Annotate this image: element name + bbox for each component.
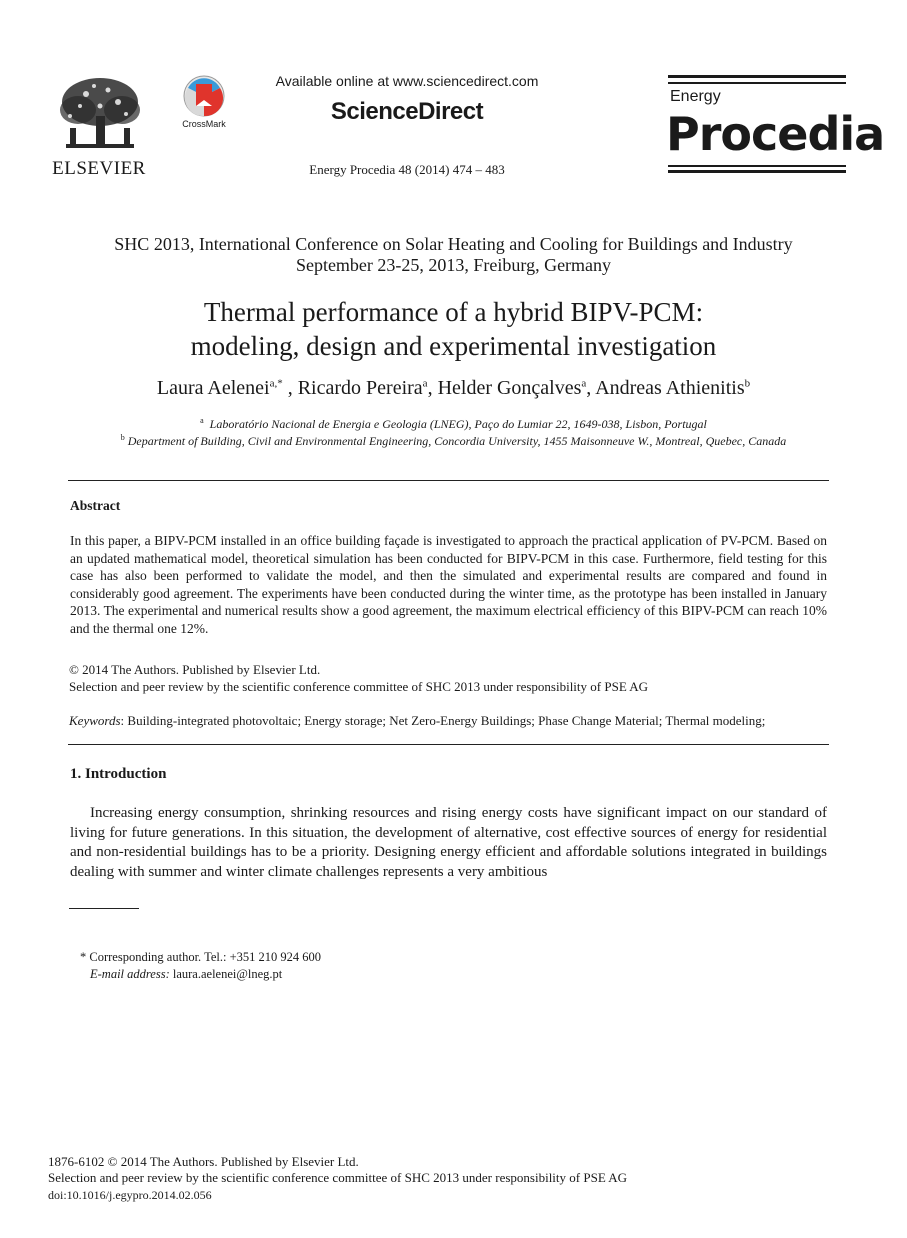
affiliation-mark: a [200, 416, 204, 425]
author-name: Ricardo Pereira [297, 377, 423, 399]
affiliation-text: Laboratório Nacional de Energia e Geologia (LNEG), Paço do Lumiar 22, 1649-038, Lisbon, Portugal [209, 417, 707, 431]
keywords-label: Keywords [69, 713, 121, 728]
introduction-heading: 1. Introduction [70, 766, 167, 782]
keywords-text: : Building-integrated photovoltaic; Energy storage; Net Zero-Energy Buildings; Phase Change Material; Thermal modeling; [120, 713, 766, 728]
author-affiliation-mark: a [581, 377, 587, 390]
paper-title [40, 295, 867, 363]
affiliation-a [40, 416, 867, 432]
author-name: Helder Gonçalves [437, 377, 582, 399]
crossmark-label: CrossMark [182, 119, 226, 129]
crossmark-badge[interactable] [176, 74, 232, 132]
journal-rule-bottom [668, 170, 846, 173]
abstract-copyright: © 2014 The Authors. Published by Elsevier Ltd. [69, 662, 321, 677]
author-affiliation-mark: a [422, 377, 428, 390]
footer-doi[interactable]: doi:10.1016/j.egypro.2014.02.056 [48, 1188, 212, 1202]
email-address[interactable]: laura.aelenei@lneg.pt [172, 967, 283, 981]
abstract-peer-review: Selection and peer review by the scientific conference committee of SHC 2013 under responsibility of PSE AG [69, 679, 649, 694]
divider-top [68, 480, 829, 481]
footnote-email [90, 967, 282, 982]
keywords [69, 713, 765, 729]
paper-title-line-2: modeling, design and experimental investigation [190, 331, 717, 361]
divider-bottom [68, 744, 829, 745]
author-affiliation-mark: a,* [269, 377, 283, 390]
author-name: Andreas Athienitis [595, 377, 745, 399]
journal-rule-top-thin [668, 82, 846, 84]
conference-line-2: September 23-25, 2013, Freiburg, Germany [295, 255, 612, 275]
abstract-body [70, 532, 827, 637]
affiliation-text: Department of Building, Civil and Environmental Engineering, Concordia University, 1455 Maisonneuve W., Montreal, Quebec, Canada [127, 434, 787, 448]
author-affiliation-mark: b [744, 377, 751, 390]
email-label: E-mail address: [90, 967, 170, 981]
footer-peer-review: Selection and peer review by the scientific conference committee of SHC 2013 under responsibility of PSE AG [48, 1170, 628, 1185]
conference-line-1: SHC 2013, International Conference on Solar Heating and Cooling for Buildings and Industry [114, 234, 793, 254]
affiliation-b [40, 433, 867, 449]
affiliation-mark: b [120, 433, 125, 442]
footer-copyright: 1876-6102 © 2014 The Authors. Published by Elsevier Ltd. [48, 1154, 359, 1169]
elsevier-tree-icon [56, 76, 144, 156]
crossmark-icon [176, 74, 232, 120]
elsevier-wordmark: ELSEVIER [52, 158, 146, 179]
introduction-body: Increasing energy consumption, shrinking resources and rising energy costs have significant impact on our standard of living for future generations. In this situation, the development of alternative, cost effective sources of energy for residential and non-residential buildings has to be a priority. Designing energy efficient and affordable solutions integrated in buildings dealing with summer and winter climate challenges represents a very ambitious [70, 805, 827, 880]
journal-rule-top [668, 75, 846, 78]
author-list: Laura Aelenei$^{a,*}$ , Ricardo Pereira$^a$, Helder Gonçalves$^a$, Andreas Athienitis$^b$ [156, 377, 751, 399]
sciencedirect-logo: ScienceDirect [330, 98, 484, 125]
paper-title-line-1: Thermal performance of a hybrid BIPV-PCM: [203, 297, 704, 327]
journal-logo-energy: Energy [670, 88, 721, 105]
abstract-heading: Abstract [70, 498, 121, 513]
footnote-rule [69, 908, 139, 909]
journal-logo-procedia: Procedia [666, 107, 885, 161]
author-name: Laura Aelenei [156, 377, 270, 399]
available-online-text: Available online at www.sciencedirect.com [275, 73, 539, 89]
footnote-corresponding: * Corresponding author. Tel.: +351 210 924 600 [80, 950, 321, 964]
elsevier-logo [50, 76, 148, 179]
conference-info [40, 234, 867, 276]
journal-rule-bottom-thin [668, 165, 846, 167]
abstract-text: In this paper, a BIPV-PCM installed in an office building façade is investigated to approach the practical application of PV-PCM. Based on an updated mathematical model, theoretical simulation has been conducted for BIPV-PCM in this case. Furthermore, field testing for this case has also been performed to validate the model, and then the simulated and experimental results are compared and found in considerably good agreement. The experiments have been conducted during the winter time, as the prototype has been installed in January 2013. The experimental and numerical results show a good agreement, the maximum electrical efficiency of this BIPV-PCM can reach 10% and the thermal one 12%. [70, 533, 827, 636]
journal-citation: Energy Procedia 48 (2014) 474 – 483 [309, 162, 505, 177]
